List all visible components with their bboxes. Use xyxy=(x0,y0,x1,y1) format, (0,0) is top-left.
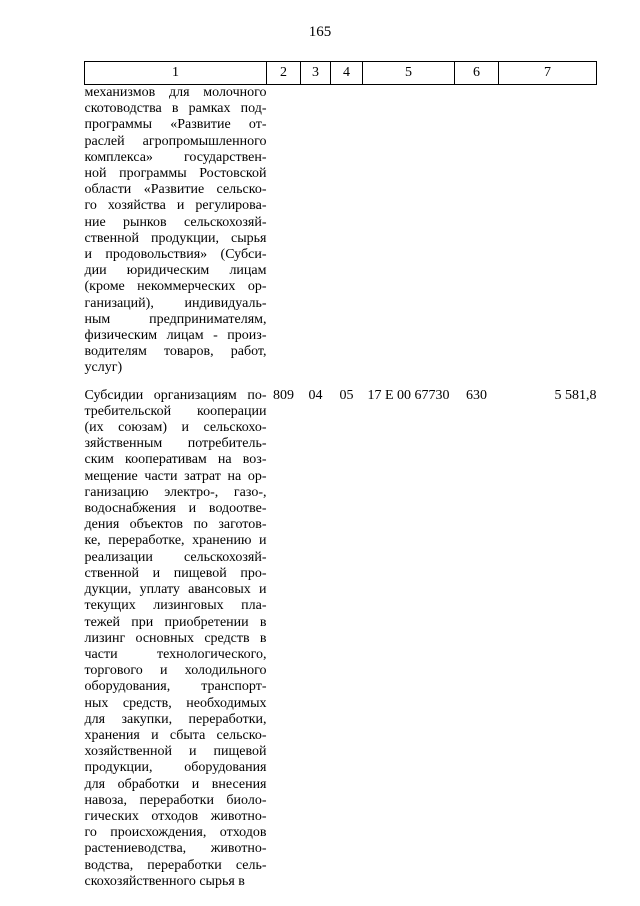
description-line: водоснабжения и водоотве- xyxy=(84,501,267,517)
description-line: ной программы Ростовской xyxy=(84,166,267,182)
expense-type-code: 630 xyxy=(466,387,487,403)
row-description xyxy=(85,85,267,377)
description-line: лизинг основных средств в xyxy=(84,630,267,646)
table-row xyxy=(85,85,597,377)
row-description xyxy=(85,388,267,890)
table-row xyxy=(85,388,597,890)
description-line: ственной и пищевой про- xyxy=(84,565,267,581)
description-line: растениеводства, животно- xyxy=(84,841,267,857)
description-line: скохозяйственного сырья в xyxy=(84,873,245,889)
description-line: дукции, уплату авансовых и xyxy=(84,582,267,598)
description-line: программы «Развитие от- xyxy=(84,117,267,133)
description-line: раслей агропромышленного xyxy=(84,133,267,149)
description-line: тежей при приобретении в xyxy=(84,614,267,630)
subsection-code xyxy=(331,85,363,377)
description-line: торгового и холодильного xyxy=(84,663,267,679)
description-line: продукции, оборудования xyxy=(84,760,267,776)
section-code xyxy=(301,85,331,377)
description-line: текущих лизинговых пла- xyxy=(84,598,267,614)
description-line: (их союзам) и сельскохо- xyxy=(84,420,267,436)
description-line: Субсидии организациям по- xyxy=(84,387,267,403)
description-line: го происхождения, отходов xyxy=(84,825,267,841)
description-line: ным предпринимателям, xyxy=(84,311,267,327)
description-line: ственной продукции, сырья xyxy=(84,230,267,246)
budget-table xyxy=(84,61,597,890)
subsection-code: 05 xyxy=(339,387,354,403)
description-line: дии юридическим лицам xyxy=(84,263,267,279)
description-line: физическим лицам - произ- xyxy=(84,328,267,344)
description-line: для обработки и внесения xyxy=(84,776,267,792)
description-line: ским кооперативам на воз- xyxy=(84,452,267,468)
description-line: комплекса» государствен- xyxy=(84,149,267,165)
column-header-1: 1 xyxy=(85,62,267,85)
description-line: оборудования, транспорт- xyxy=(84,679,267,695)
description-line: механизмов для молочного xyxy=(84,85,267,100)
section-code: 04 xyxy=(308,387,323,403)
amount: 5 581,8 xyxy=(554,387,597,403)
description-line: ке, переработке, хранению и xyxy=(84,533,267,549)
description-line: и продовольствия» (Субси- xyxy=(84,247,267,263)
description-line: реализации сельскохозяй- xyxy=(84,549,267,565)
column-header-7: 7 xyxy=(499,62,597,85)
amount xyxy=(499,85,597,377)
column-header-6: 6 xyxy=(455,62,499,85)
column-header-3: 3 xyxy=(301,62,331,85)
description-line: зяйственным потребитель- xyxy=(84,436,267,452)
description-line: хранения и сбыта сельско- xyxy=(84,727,267,743)
description-line: гических отходов животно- xyxy=(84,808,267,824)
admin-code: 809 xyxy=(273,387,294,403)
admin-code xyxy=(267,85,301,377)
description-line: ние рынков сельскохозяй- xyxy=(84,214,267,230)
column-header-4: 4 xyxy=(331,62,363,85)
description-line: ганизацию электро-, газо-, xyxy=(84,484,267,500)
description-line: водства, переработки сель- xyxy=(84,857,267,873)
description-line: го хозяйства и регулирова- xyxy=(84,198,267,214)
description-line: области «Развитие сельско- xyxy=(84,182,267,198)
expense-type-code xyxy=(455,85,499,377)
row-spacer xyxy=(85,377,597,388)
description-line: услуг) xyxy=(84,360,123,376)
description-line: водителям товаров, работ, xyxy=(84,344,267,360)
description-line: ганизаций), индивидуаль- xyxy=(84,295,267,311)
description-line: части технологического, xyxy=(84,646,267,662)
column-header-5: 5 xyxy=(363,62,455,85)
description-line: дения объектов по заготов- xyxy=(84,517,267,533)
column-header-2: 2 xyxy=(267,62,301,85)
description-line: (кроме некоммерческих ор- xyxy=(84,279,267,295)
page-number: 165 xyxy=(308,24,332,40)
description-line: хозяйственной и пищевой xyxy=(84,744,267,760)
description-line: мещение части затрат на ор- xyxy=(84,468,267,484)
target-article-code xyxy=(363,85,455,377)
description-line: навоза, переработки биоло- xyxy=(84,792,267,808)
description-line: скотоводства в рамках под- xyxy=(84,101,267,117)
description-line: ных средств, необходимых xyxy=(84,695,267,711)
description-line: требительской кооперации xyxy=(84,403,267,419)
target-article-code: 17 Е 00 67730 xyxy=(367,387,450,403)
column-number-header-row xyxy=(85,62,597,85)
description-line: для закупки, переработки, xyxy=(84,711,267,727)
